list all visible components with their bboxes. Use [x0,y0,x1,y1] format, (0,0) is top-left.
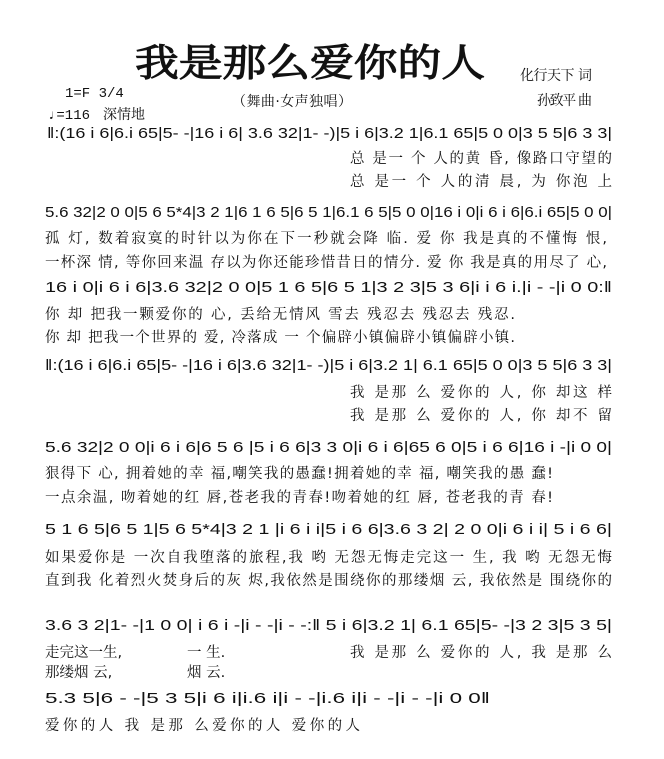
lyrics-verse-2: 我 是那 么 爱你的 人, 你 却不 留 [350,408,612,424]
notation-line: ‖:(16 i 6|6.i 65|5- -|16 i 6|3.6 32|1- -)|5 i 6|3.2 1| 6.1 65|5 0 0|3 5 5|6 3 3| [45,357,612,374]
notation-line: 5 1 6 5|6 5 1|5 6 5*4|3 2 1 |i 6 i i|5 i 6 6|3.6 3 2| 2 0 0|i 6 i i| 5 i 6 6| [45,521,612,538]
lyrics-verse-2: 你 却 把我一个世界的 爱, 冷落成 一 个偏辟小镇偏辟小镇偏辟小镇. [45,330,515,346]
lyrics-verse-2: 一杯深 情, 等你回来温 存以为你还能珍惜昔日的情分. 爱 你 我是真的用尽了 心, [45,255,607,271]
key-time-signature: 1=F 3/4 [65,86,124,102]
song-title: 我是那么爱你的人 [135,40,485,85]
lyrics-verse-2: 总 是一 个 人的清 晨, 为 你泡 上 [350,174,612,190]
notation-line: 5.6 32|2 0 0|i 6 i 6|6 5 6 |5 i 6 6|3 3 0|i 6 i 6|65 6 0|5 i 6 6|16 i -|i 0 0| [45,439,612,456]
lyrics-verse-2: 直到我 化着烈火焚身后的灰 烬,我依然是围绕你的那缕烟 云, 我依然是 围绕你的 [45,573,612,589]
notation-line: 5.6 32|2 0 0|5 6 5*4|3 2 1|6 1 6 5|6 5 1|6.1 6 5|5 0 0|16 i 0|i 6 i 6|6.i 65|5 0 0| [45,204,612,221]
song-subtitle: （舞曲·女声独唱） [232,94,352,110]
notation-line: 16 i 0|i 6 i 6|3.6 32|2 0 0|5 1 6 5|6 5 1|3 2 3|5 3 6|i i 6 i.|i - -|i 0 0:‖ [45,279,612,296]
lyrics-verse-1: 孤 灯, 数着寂寞的时针以为你在下一秒就会降 临. 爱 你 我是真的不懂悔 恨, [45,231,607,247]
lyrics-verse-2: 烟 云. [187,665,226,681]
lyrics-verse-1: 走完这一生, [45,645,123,661]
tempo-marking: ♩=116 [48,108,91,124]
lyrics-verse-1: 我 是那 么 爱你的 人, 你 却这 样 [350,385,612,401]
lyrics-verse-1: 一 生. [187,645,226,661]
composer-credit: 孙致平 曲 [537,93,592,109]
notation-line: 5.3 5|6 - -|5 3 5|i 6 i|i.6 i|i - -|i.6 i|i - -|i - -|i 0 0‖ [45,690,490,707]
lyrics-verse-2: 一点余温, 吻着她的红 唇,苍老我的青春!吻着她的红 唇, 苍老我的青 春! [45,490,553,506]
lyrics-verse-1: 如果爱你是 一次自我堕落的旅程,我 哟 无怨无悔走完这一 生, 我 哟 无怨无悔 [45,550,612,566]
notation-line: ‖:(16 i 6|6.i 65|5- -|16 i 6| 3.6 32|1- -)|5 i 6|3.2 1|6.1 65|5 0 0|3 5 5|6 3 3| [47,125,612,142]
lyrics-verse-2: 那缕烟 云, [45,665,113,681]
lyrics-verse-1: 总 是一 个 人的黄 昏, 像路口守望的 [350,151,612,167]
expression-marking: 深情地 [103,107,145,123]
lyricist-credit: 化行天下 词 [520,68,592,84]
notation-line: 3.6 3 2|1- -|1 0 0| i 6 i -|i - -|i - -:‖ 5 i 6|3.2 1| 6.1 65|5- -|3 2 3|5 3 5| [45,617,612,634]
lyrics-verse-1: 我 是那 么 爱你的 人, 我 是那 么 [350,645,612,661]
lyrics-verse-1: 你 却 把我一颗爱你的 心, 丢给无情风 雪去 残忍去 残忍去 残忍. [45,307,515,323]
lyrics-verse-1: 爱你的人 我 是那 么爱你的人 爱你的人 [45,718,360,734]
lyrics-verse-1: 狠得下 心, 拥着她的幸 福,嘲笑我的愚蠢!拥着她的幸 福, 嘲笑我的愚 蠢! [45,466,553,482]
